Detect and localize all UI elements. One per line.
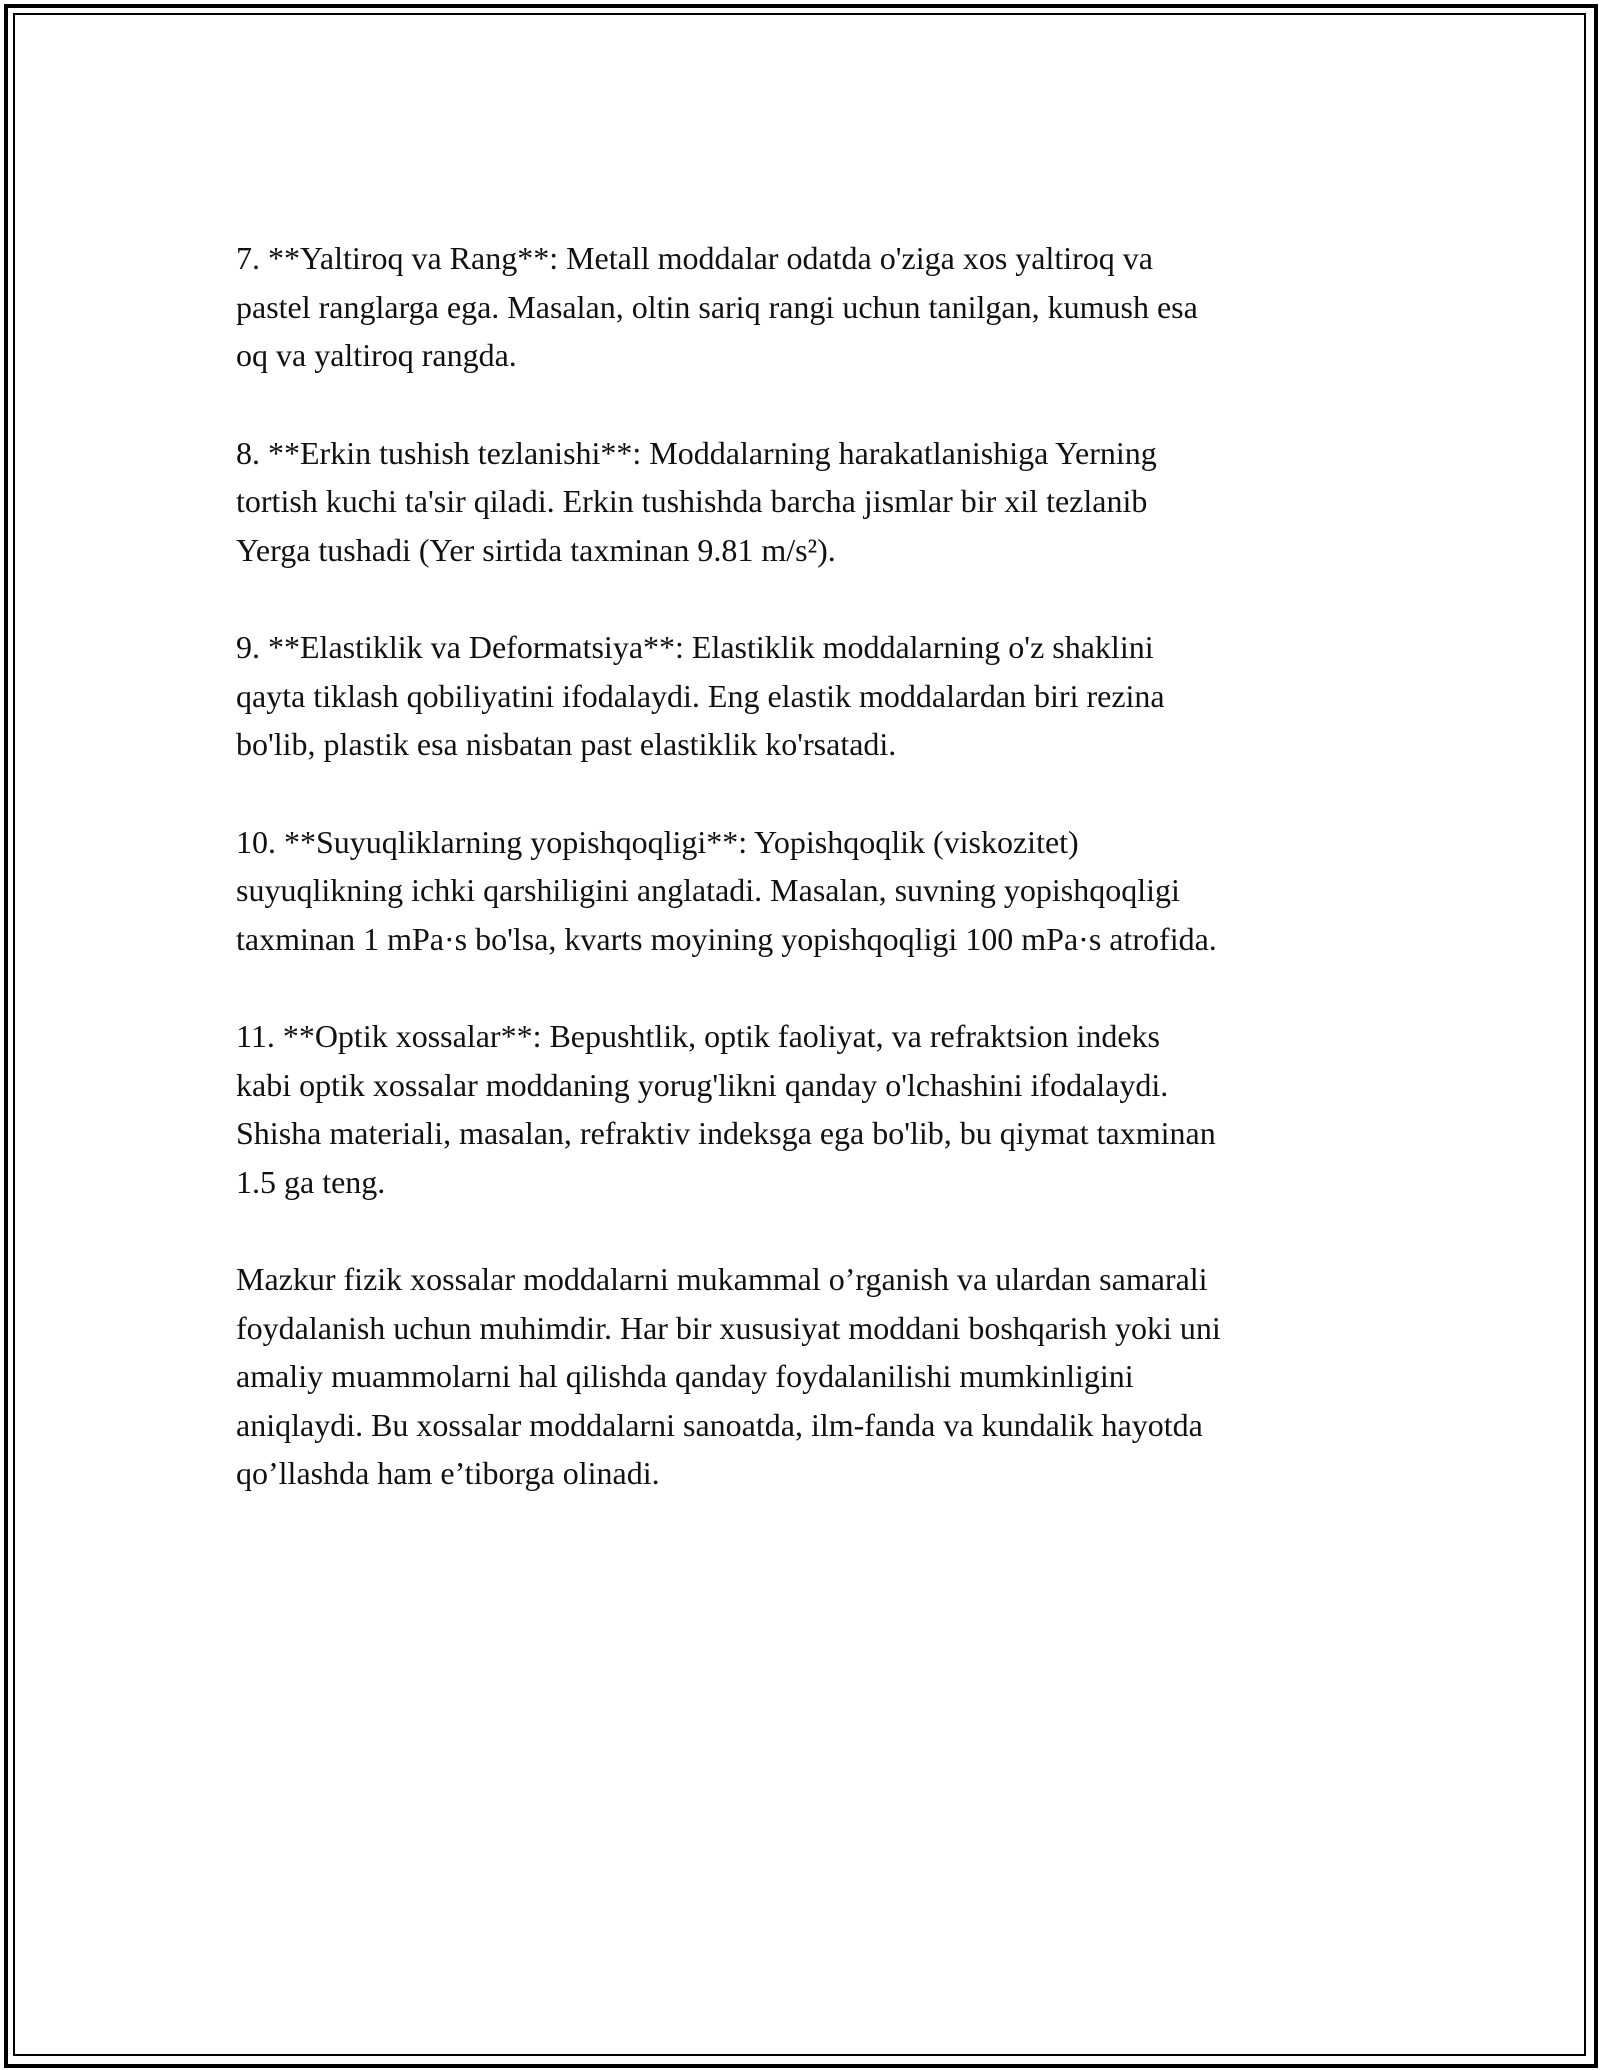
text-line: Shisha materiali, masalan, refraktiv indeksga ega bo'lib, bu qiymat taxminan — [236, 1115, 1216, 1151]
paragraph-item-8 — [236, 429, 1386, 575]
text-line: qayta tiklash qobiliyatini ifodalaydi. Eng elastik moddalardan biri rezina — [236, 677, 1165, 714]
text-line: amaliy muammolarni hal qilishda qanday foydalanilishi mumkinligini — [236, 1358, 1134, 1394]
text-line: taxminan 1 mPa·s bo'lsa, kvarts moyining yopishqoqligi 100 mPa·s atrofida. — [236, 920, 1217, 957]
text-line: foydalanish uchun muhimdir. Har bir xususiyat moddani boshqarish yoki uni — [236, 1309, 1221, 1346]
text-line: pastel ranglarga ega. Masalan, oltin sariq rangi uchun tanilgan, kumush esa — [236, 288, 1198, 325]
paragraph-item-11 — [236, 1012, 1386, 1206]
text-line: suyuqlikning ichki qarshiligini anglatadi. Masalan, suvning yopishqoqligi — [236, 872, 1180, 908]
text-line: 1.5 ga teng. — [236, 1163, 386, 1200]
text-line: bo'lib, plastik esa nisbatan past elastiklik ko'rsatadi. — [236, 726, 897, 762]
text-line: aniqlaydi. Bu xossalar moddalarni sanoatda, ilm-fanda va kundalik hayotda — [236, 1406, 1203, 1443]
text-line: 11. **Optik xossalar**: Bepushtlik, optik faoliyat, va refraktsion indeks — [236, 1018, 1160, 1054]
text-line: kabi optik xossalar moddaning yorug'likni qanday o'lchashini ifodalaydi. — [236, 1066, 1169, 1103]
text-line: 8. **Erkin tushish tezlanishi**: Moddalarning harakatlanishiga Yerning — [236, 434, 1157, 471]
text-line: Yerga tushadi (Yer sirtida taxminan 9.81 m/s²). — [236, 531, 836, 568]
text-line: 7. **Yaltiroq va Rang**: Metall moddalar odatda o'ziga xos yaltiroq va — [236, 240, 1153, 276]
text-line: qo’llashda ham e’tiborga olinadi. — [236, 1455, 660, 1491]
paragraph-item-7 — [236, 234, 1386, 380]
text-line: oq va yaltiroq rangda. — [236, 337, 517, 373]
paragraph-item-10 — [236, 818, 1386, 964]
paragraph-item-9 — [236, 623, 1386, 769]
text-line: 9. **Elastiklik va Deformatsiya**: Elastiklik moddalarning o'z shaklini — [236, 629, 1154, 665]
text-line: 10. **Suyuqliklarning yopishqoqligi**: Yopishqoqlik (viskozitet) — [236, 823, 1079, 860]
text-line: tortish kuchi ta'sir qiladi. Erkin tushishda barcha jismlar bir xil tezlanib — [236, 483, 1148, 519]
paragraph-conclusion — [236, 1255, 1386, 1498]
document-body — [236, 234, 1386, 1547]
text-line: Mazkur fizik xossalar moddalarni mukammal o’rganish va ulardan samarali — [236, 1261, 1208, 1297]
